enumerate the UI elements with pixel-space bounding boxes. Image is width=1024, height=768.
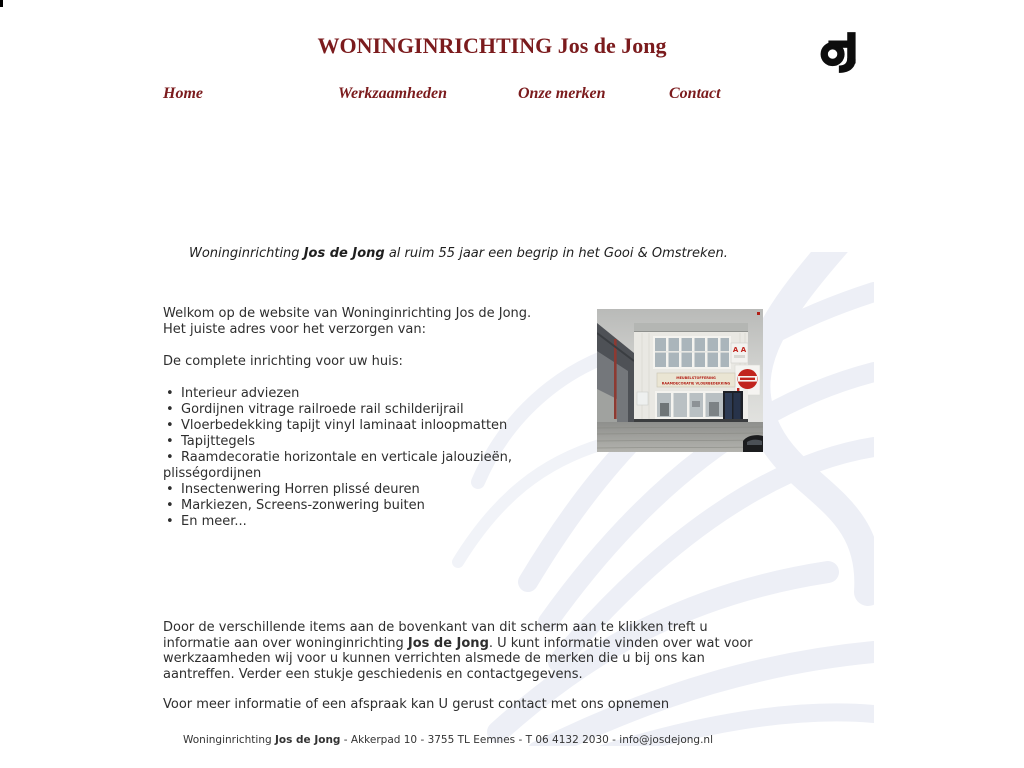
corner-artifact (0, 0, 3, 7)
footer-address: - Akkerpad 10 - 3755 TL Eemnes - T 06 4132 2030 - info@josdejong.nl (340, 734, 714, 746)
tagline-brand: Jos de Jong (303, 246, 385, 261)
intro-section (163, 306, 615, 530)
tagline-prefix: Woninginrichting (189, 246, 304, 261)
outro-line: werkzaamheden wij voor u kunnen verrichten alsmede de merken die u bij ons kan (163, 651, 705, 666)
page-title: WONINGINRICHTING Jos de Jong (317, 33, 667, 58)
intro-line: Het juiste adres voor het verzorgen van: (163, 322, 427, 337)
outro-line-text: informatie aan over woninginrichting (163, 635, 408, 651)
svg-text:A A: A A (732, 346, 747, 354)
list-item-text: • Insectenwering Horren plissé deuren (181, 482, 420, 497)
list-item-text: • Vloerbedekking tapijt vinyl laminaat inloopmatten (181, 418, 508, 433)
contact-invitation: Voor meer informatie of een afspraak kan U gerust contact met ons opnemen (163, 697, 670, 712)
pavement (597, 422, 763, 452)
list-item (163, 514, 615, 530)
list-item (163, 498, 615, 514)
nav-link-home[interactable]: Home (163, 85, 203, 102)
footer (150, 734, 746, 746)
list-item-text: • Raamdecoratie horizontale en verticale jalouzieën, (181, 450, 512, 465)
outro-line-text: . U kunt informatie vinden over wat voor (488, 635, 753, 651)
outro-brand: Jos de Jong (407, 635, 489, 651)
red-pipe (614, 339, 617, 419)
storefront-photo (597, 309, 763, 452)
svg-text:MEUBELSTOFFERING: MEUBELSTOFFERING (676, 376, 716, 380)
list-item-text: • Markiezen, Screens-zonwering buiten (181, 498, 425, 513)
main-building (634, 312, 760, 425)
list-item-continuation: plisségordijnen (163, 466, 262, 481)
dj-logo (818, 29, 866, 75)
list-item (163, 402, 615, 418)
footer-prefix: Woninginrichting (182, 734, 275, 746)
list-item-text: • En meer... (181, 514, 247, 529)
nav-link-onze-merken[interactable]: Onze merken (518, 85, 606, 102)
list-item-text: • Tapijttegels (181, 434, 256, 449)
outro-line: Door de verschillende items aan de bovenkant van dit scherm aan te klikken treft u (163, 620, 708, 635)
list-item (163, 418, 615, 434)
list-item (163, 434, 615, 450)
upper-windows (653, 336, 731, 369)
list-item-text: • Interieur adviezen (181, 386, 300, 401)
ground-windows (655, 391, 725, 419)
svg-text:RAAMDECORATIE VLOERBEDEKKING: RAAMDECORATIE VLOERBEDEKKING (661, 381, 731, 386)
list-item (163, 482, 615, 498)
list-item (163, 450, 615, 466)
intro-line: De complete inrichting voor uw huis: (163, 354, 403, 369)
aa-sign (731, 343, 748, 363)
list-item-text: • Gordijnen vitrage railroede rail schilderijrail (181, 402, 464, 417)
outro-section (163, 620, 783, 713)
nav-link-werkzaamheden[interactable]: Werkzaamheden (338, 85, 448, 102)
list-item (163, 386, 615, 402)
nav-link-contact[interactable]: Contact (669, 85, 721, 102)
tagline (189, 246, 728, 261)
outro-line: aantreffen. Verder een stukje geschiedenis en contactgegevens. (163, 666, 583, 682)
storefront-sign (657, 373, 735, 387)
entrance-door (723, 389, 748, 423)
small-plaque (637, 392, 648, 405)
intro-line: Welkom op de website van Woninginrichting Jos de Jong. (163, 306, 532, 321)
footer-brand: Jos de Jong (275, 734, 341, 746)
tagline-suffix: al ruim 55 jaar een begrip in het Gooi & Omstreken. (384, 246, 728, 261)
outro-line (163, 636, 783, 652)
